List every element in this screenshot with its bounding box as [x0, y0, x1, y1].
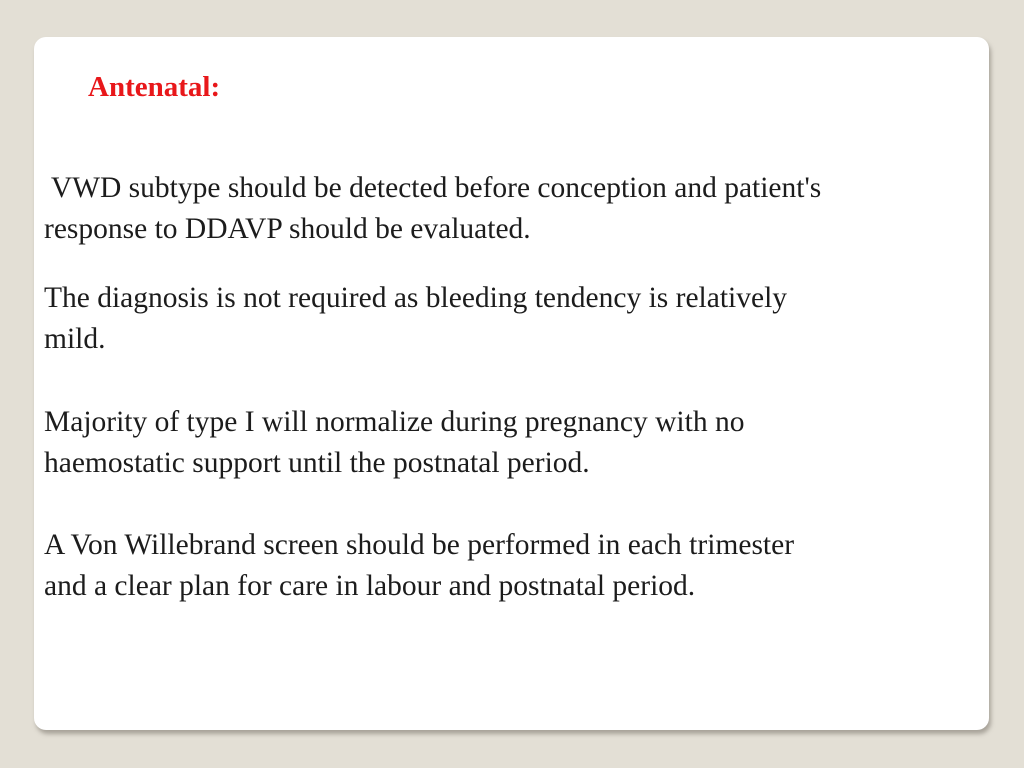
paragraph-diagnosis — [44, 278, 954, 360]
paragraph-line: response to DDAVP should be evaluated. — [44, 213, 531, 245]
paragraph-type-one — [44, 402, 954, 484]
paragraph-line: Majority of type I will normalize during pregnancy with no — [44, 406, 745, 438]
paragraph-line: mild. — [44, 323, 106, 355]
paragraph-line: and a clear plan for care in labour and postnatal period. — [44, 570, 696, 602]
slide-title: Antenatal: — [88, 71, 221, 103]
paragraph-line: A Von Willebrand screen should be performed in each trimester — [44, 529, 795, 561]
paragraph-line: haemostatic support until the postnatal period. — [44, 447, 590, 479]
paragraph-screening — [44, 525, 954, 607]
paragraph-line: VWD subtype should be detected before conception and patient's — [44, 172, 822, 204]
slide-content-card — [34, 37, 989, 730]
paragraph-line: The diagnosis is not required as bleeding tendency is relatively — [44, 282, 788, 314]
paragraph-vwd-subtype — [44, 168, 954, 250]
